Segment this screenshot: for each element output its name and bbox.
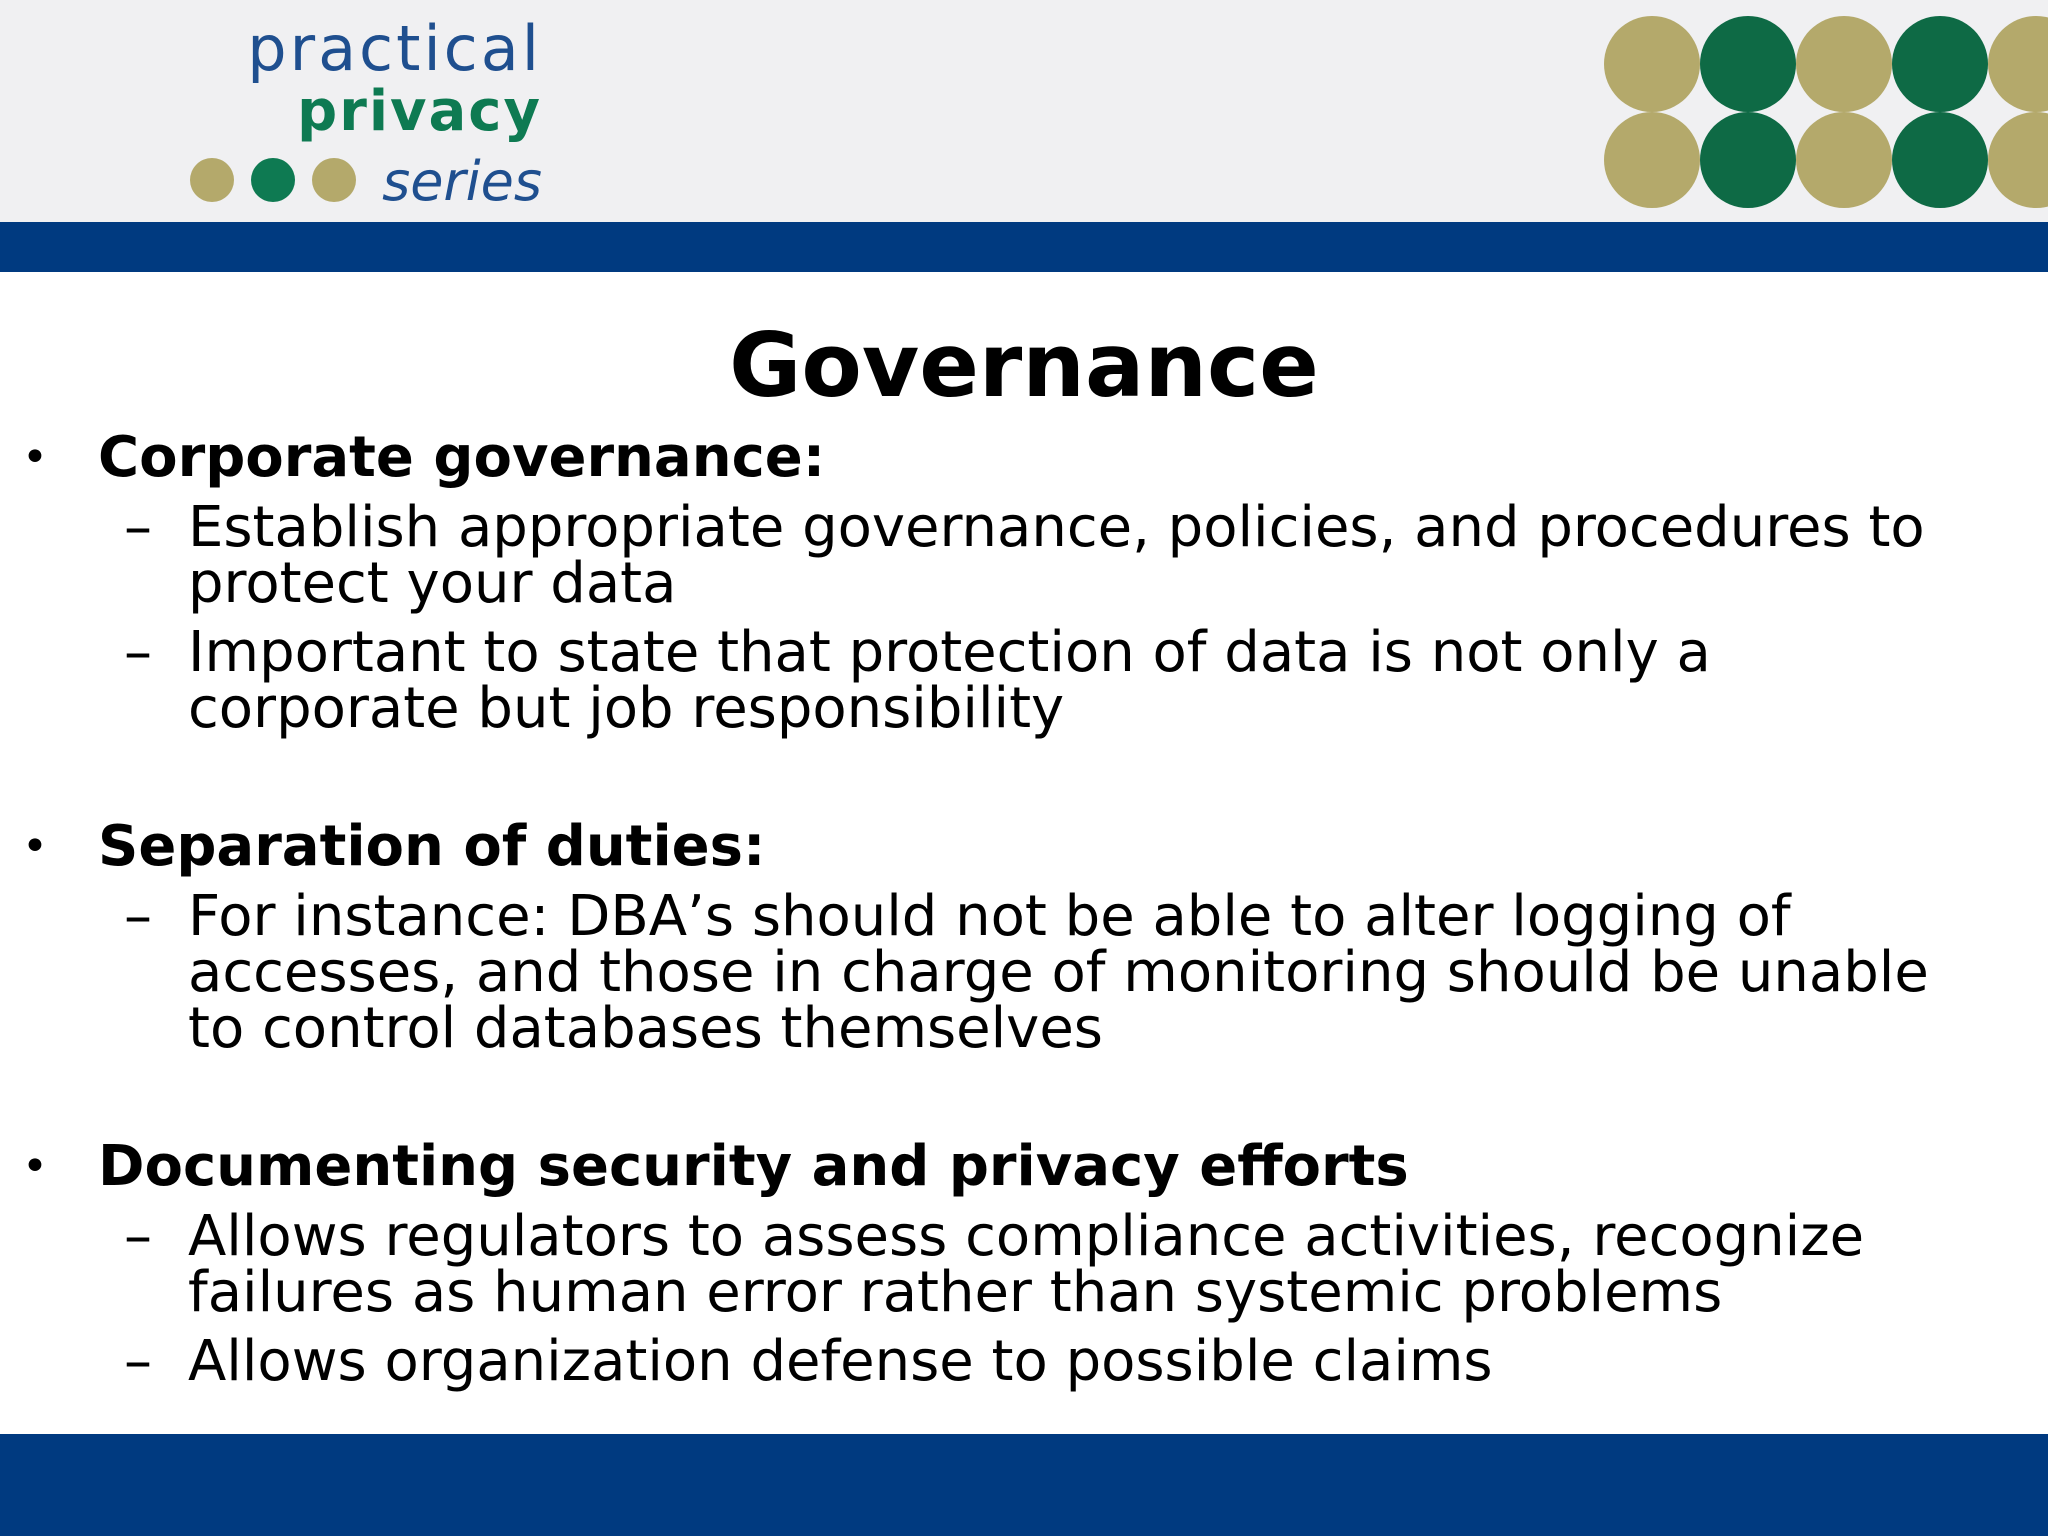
logo-gold-dot-icon	[312, 158, 356, 202]
green-circle-icon	[1892, 16, 1988, 112]
dash-icon: –	[124, 884, 152, 949]
bullet-icon: •	[22, 1141, 48, 1192]
bullet-heading: Corporate governance:	[98, 425, 826, 490]
logo-green-dot-icon	[251, 158, 295, 202]
bullet-heading: Documenting security and privacy efforts	[98, 1134, 1409, 1199]
logo-series-row	[190, 146, 542, 213]
sub-point-text: For instance: DBA’s should not be able to alter logging of accesses, and those in charge of monitoring should be unable to control databases themselves	[188, 884, 1929, 1061]
logo-gold-dot-icon	[190, 158, 234, 202]
dash-icon: –	[124, 620, 152, 685]
gold-circle-icon	[1796, 112, 1892, 208]
slide-title: Governance	[729, 314, 1319, 417]
gold-circle-icon	[1604, 112, 1700, 208]
practical-privacy-series-logo	[190, 12, 542, 213]
bullet-icon: •	[22, 432, 48, 483]
sub-point-text: Important to state that protection of data is not only a corporate but job responsibility	[188, 620, 1711, 741]
decorative-dot-pattern	[1604, 16, 2048, 208]
footer-band	[0, 1434, 2048, 1536]
logo-word-series: series	[382, 150, 542, 213]
sub-point-text: Allows organization defense to possible claims	[188, 1329, 1493, 1394]
bullet-icon: •	[22, 821, 48, 872]
header-divider-band	[0, 222, 2048, 272]
slide-header	[0, 0, 2048, 222]
gold-circle-icon	[1988, 112, 2048, 208]
dash-icon: –	[124, 1329, 152, 1394]
gold-circle-icon	[1988, 16, 2048, 112]
dash-icon: –	[124, 1204, 152, 1269]
green-circle-icon	[1700, 16, 1796, 112]
bullet-heading: Separation of duties:	[98, 814, 766, 879]
green-circle-icon	[1700, 112, 1796, 208]
green-circle-icon	[1892, 112, 1988, 208]
logo-word-privacy: privacy	[297, 79, 542, 144]
gold-circle-icon	[1604, 16, 1700, 112]
gold-circle-icon	[1796, 16, 1892, 112]
sub-point-text: Establish appropriate governance, policies, and procedures to protect your data	[188, 495, 1925, 616]
dash-icon: –	[124, 495, 152, 560]
sub-point-text: Allows regulators to assess compliance activities, recognize failures as human error rather than systemic problems	[188, 1204, 1865, 1325]
logo-word-practical: practical	[247, 12, 542, 85]
